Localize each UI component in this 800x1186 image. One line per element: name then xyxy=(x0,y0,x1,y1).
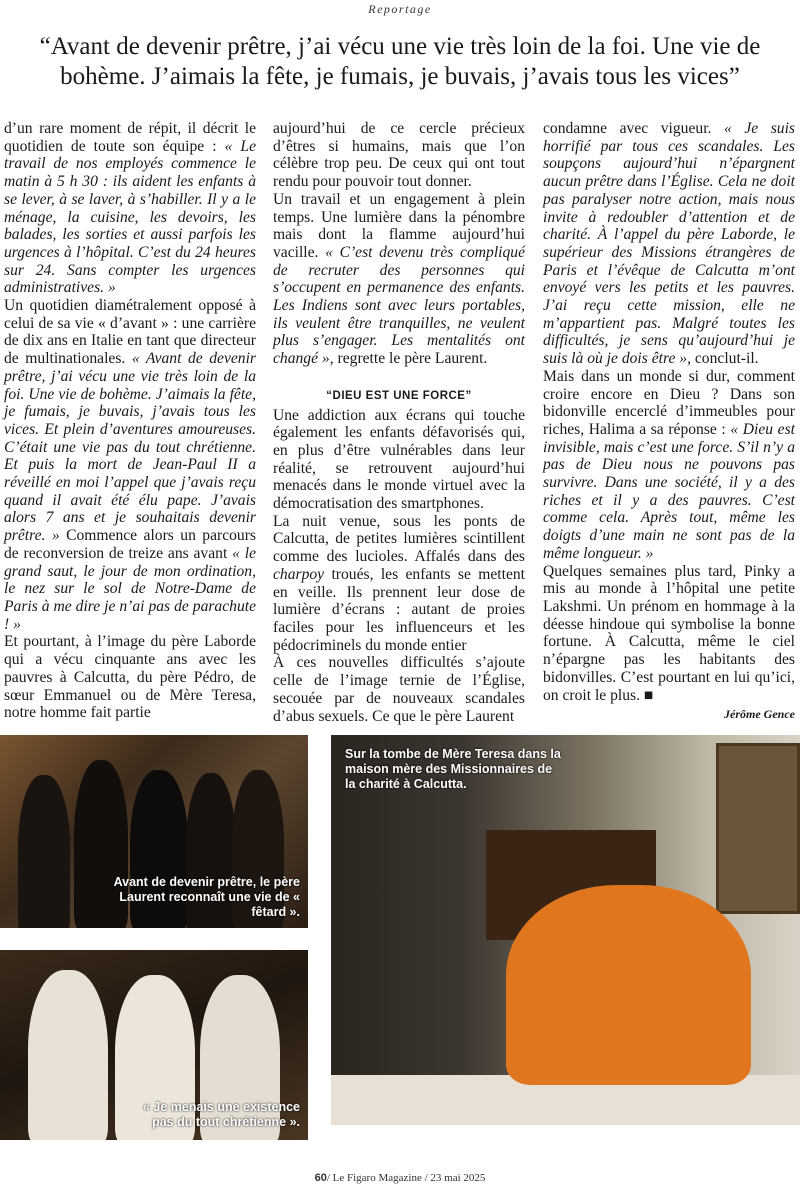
text: , regrette le père Laurent. xyxy=(329,350,488,368)
paragraph xyxy=(4,297,256,633)
paragraph xyxy=(273,513,525,655)
quote: « le grand saut, le jour de mon ordination, le nez sur le sol de Notre-Dame de Paris à me dire je n’ai pas de parachute ! » xyxy=(4,544,257,633)
article-column-3 xyxy=(543,120,795,724)
text: troués, les enfants se mettent en veille. Ils prennent leur dose de lumière d’écrans : autant de proies faciles pour les influenceurs et les pédocriminels du monde entier xyxy=(273,565,525,654)
paragraph: aujourd’hui de ce cercle précieux d’êtres si humains, mais que l’on célèbre trop peu. De ceux qui ont tout rendu pour pouvoir tout donner. xyxy=(273,120,525,191)
text: condamne avec vigueur. xyxy=(543,120,724,137)
paragraph xyxy=(273,191,525,368)
section-subhead: “DIEU EST UNE FORCE” xyxy=(326,389,472,402)
priest-figure xyxy=(506,885,751,1085)
page-number: 60 xyxy=(314,1172,327,1184)
pull-quote-headline: “Avant de devenir prêtre, j’ai vécu une vie très loin de la foi. Une vie de bohème. J’aimais la fête, je fumais, je buvais, j’avais tous les vices” xyxy=(39,33,761,90)
quote: « Dieu est invisible, mais c’est une force. S’il n’y a pas de Dieu nous ne pouvons pas survivre. Dans une société, il y a des riches et il y a des pauvres. C’est comme cela. Après tout, même les doigts d’une main ne sont pas de la même longueur. » xyxy=(543,420,795,562)
text: d’un rare moment de répit, il décrit le quotidien de toute son équipe : xyxy=(4,120,256,155)
paragraph: Et pourtant, à l’image du père Laborde qui a vécu cinquante ans avec les pauvres à Calcutta, du père Pédro, de sœur Emmanuel ou de Mère Teresa, notre homme fait partie xyxy=(4,633,256,722)
text: Mais dans un monde si dur, comment croire encore en Dieu ? Dans son bidonville encerclé d’immeubles pour riches, Halima a sa réponse : xyxy=(543,367,795,438)
person-silhouette xyxy=(18,775,70,928)
paragraph: Une addiction aux écrans qui touche également les enfants défavorisés qui, en plus d’être vulnérables dans leur réalité, se retrouvent aujourd’hui menacés dans le monde virtuel avec la démocratisation des smartphones. xyxy=(273,406,525,513)
framed-portrait xyxy=(716,743,800,914)
photo-caption: Sur la tombe de Mère Teresa dans la maison mère des Missionnaires de la charité à Calcutta. xyxy=(345,747,561,791)
person-silhouette xyxy=(28,970,108,1140)
text: Commence alors un parcours de reconversion de treize ans avant xyxy=(4,527,256,562)
article-column-1 xyxy=(4,120,256,722)
quote: « Le travail de nos employés commence le matin à 5 h 30 : ils aident les enfants à se lever, à se laver, à s’habiller. Il y a le ménage, la cuisine, les devoirs, les balades, les sorties et aussi parfois les urgences à l’hôpital. C’est du 24 heures sur 24. Sans compter les urgences administratives. » xyxy=(4,137,256,297)
article-column-2 xyxy=(273,120,525,725)
priest-portrait-photo xyxy=(331,735,800,1125)
quote: « C’est devenu très compliqué de recruter des personnes qui s’occupent en permanence des enfants. Les Indiens sont avec leurs portables, ils veulent être tranquilles, ne veulent plus s’engager. Les mentalités ont changé » xyxy=(273,243,525,368)
quote: « Je suis horrifié par tous ces scandales. Les soupçons aujourd’hui n’épargnent aucun prêtre dans l’Église. Cela ne doit pas paralyser notre action, mais nous invite à redoubler d’attention et de charité. À l’appel du père Laborde, le supérieur des Missions étrangères de Paris et l’évêque de Calcutta m’ont envoyé vers les petits et les pauvres. J’ai reçu cette mission, elle ne m’appartient pas. Malgré toutes les difficultés, je sens qu’aujourd’hui je suis là où je dois être » xyxy=(543,120,795,368)
party-photo xyxy=(0,735,308,928)
paragraph: À ces nouvelles difficultés s’ajoute celle de l’image ternie de l’Église, secouée par de nouveaux scandales d’abus sexuels. Ce que le père Laurent xyxy=(273,654,525,725)
text: Un travail et un engagement à plein temps. Une lumière dans la pénombre mais dont la flamme aujourd’hui vacille. xyxy=(273,190,525,261)
photo-caption: « Je menais une existence pas du tout chrétienne ». xyxy=(142,1100,300,1129)
photo-caption: Avant de devenir prêtre, le père Laurent reconnaît une vie de « fêtard ». xyxy=(113,875,300,919)
quote: « Avant de devenir prêtre, j’ai vécu une vie très loin de la foi. Une vie de bohème. J’aimais la fête, je fumais, je buvais, j’avais tous les vices. Et plein d’aventures amoureuses. C’était une vie pas du tout chrétienne. Et puis la mort de Jean-Paul II a réveillé en moi l’appel que j’avais reçu quand il avait été élu pape. J’avais alors 7 ans et je souhaitais devenir prêtre. » xyxy=(4,350,256,545)
paragraph: Quelques semaines plus tard, Pinky a mis au monde à l’hôpital une petite Lakshmi. Un prénom en hommage à la déesse hindoue qui symbolise la bonne fortune. À Calcutta, même le ciel n’épargne pas les habitants des bidonvilles. C’est pourtant en lui qu’ici, on croit le plus. ■ xyxy=(543,562,795,704)
text: , conclut-il. xyxy=(687,350,759,368)
section-kicker: Reportage xyxy=(368,2,432,16)
text: La nuit venue, sous les ponts de Calcutta, de petites lumières scintillent comme des lucioles. Affalés dans des xyxy=(273,512,525,566)
toga-party-photo xyxy=(0,950,308,1140)
publication-info: / Le Figaro Magazine / 23 mai 2025 xyxy=(326,1172,486,1184)
paragraph xyxy=(4,120,256,297)
paragraph xyxy=(543,368,795,563)
text: Un quotidien diamétralement opposé à celui de sa vie « d’avant » : une carrière de dix ans en Italie en tant que directeur de multinationales. xyxy=(4,297,256,368)
page-footer xyxy=(0,1172,800,1184)
paragraph xyxy=(543,120,795,368)
author-byline: Jérôme Gence xyxy=(724,707,795,722)
term: charpoy xyxy=(273,565,325,583)
